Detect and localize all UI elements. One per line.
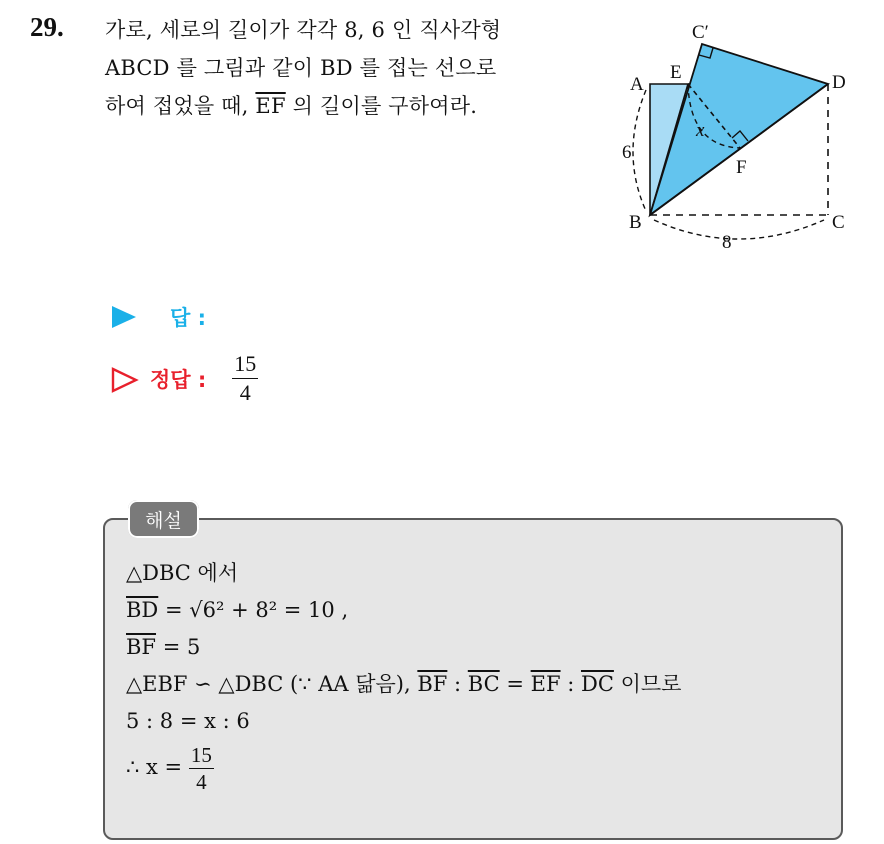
explanation-line-4-b: 이므로 xyxy=(613,672,682,696)
segment-ef-2: $\overline{EF}$ xyxy=(530,672,561,696)
question-line-3-b: 의 길이를 구하여라. xyxy=(285,94,478,118)
label-d: D xyxy=(832,72,846,93)
segment-bf: $\overline{BF}$ xyxy=(126,635,157,659)
question-line-3-a: 하여 접었을 때, xyxy=(105,94,256,118)
question-text xyxy=(105,11,605,125)
explanation-tag: 해설 xyxy=(128,500,199,538)
explanation-line-1: △DBC 에서 xyxy=(126,561,239,585)
segment-bd: $\overline{BD}$ xyxy=(126,598,159,622)
solution-label: 정답 : xyxy=(150,367,207,392)
explanation-line-2-rest: = √6² + 8² = 10 , xyxy=(158,598,349,622)
label-6: 6 xyxy=(622,142,632,163)
play-triangle-icon xyxy=(110,302,140,332)
question-number: 29. xyxy=(30,12,64,42)
explanation-line-4 xyxy=(126,666,681,703)
solution-row xyxy=(110,352,258,405)
label-f: F xyxy=(736,157,747,178)
explanation-line-3-rest: = 5 xyxy=(156,635,201,659)
label-a: A xyxy=(630,74,644,95)
label-x: x xyxy=(696,120,705,141)
solution-fraction xyxy=(232,352,258,405)
solution-numerator: 15 xyxy=(232,352,258,379)
explanation-denominator: 4 xyxy=(196,770,207,794)
folded-rectangle-figure xyxy=(610,8,880,268)
question-line-2: ABCD 를 그림과 같이 BD 를 접는 선으로 xyxy=(105,56,497,80)
explanation-line-4-a: △EBF ∽ △DBC (∵ AA 닮음), xyxy=(126,672,418,696)
explanation-line-6-prefix: ∴ x = xyxy=(126,755,189,779)
segment-bc: $\overline{BC}$ xyxy=(467,672,500,696)
explanation-lines xyxy=(126,555,681,793)
answer-label: 답 : xyxy=(170,306,206,330)
question-line-3 xyxy=(105,87,605,125)
question-line-1: 가로, 세로의 길이가 각각 8, 6 인 직사각형 xyxy=(105,18,502,42)
outline-triangle-icon xyxy=(110,364,140,394)
explanation-line-2 xyxy=(126,592,681,629)
dashed-arc-6 xyxy=(633,90,646,211)
label-8: 8 xyxy=(722,232,732,253)
colon-2: : xyxy=(560,672,581,696)
equals-sign: = xyxy=(499,672,531,696)
explanation-fraction xyxy=(189,744,214,793)
label-c: C xyxy=(832,212,845,233)
segment-ef: $\overline{EF}$ xyxy=(255,94,286,118)
label-b: B xyxy=(629,212,642,233)
colon-1: : xyxy=(447,672,468,696)
answer-row xyxy=(110,302,206,332)
explanation-line-3 xyxy=(126,629,681,666)
solution-denominator: 4 xyxy=(239,380,251,405)
segment-dc: $\overline{DC}$ xyxy=(580,672,614,696)
label-c-prime: C′ xyxy=(692,22,709,43)
explanation-line-5: 5 : 8 = x : 6 xyxy=(126,709,250,733)
dashed-arc-8 xyxy=(654,220,824,239)
explanation-line-6 xyxy=(126,744,681,793)
segment-bf-2: $\overline{BF}$ xyxy=(417,672,448,696)
explanation-numerator: 15 xyxy=(190,743,212,767)
label-e: E xyxy=(670,62,682,83)
